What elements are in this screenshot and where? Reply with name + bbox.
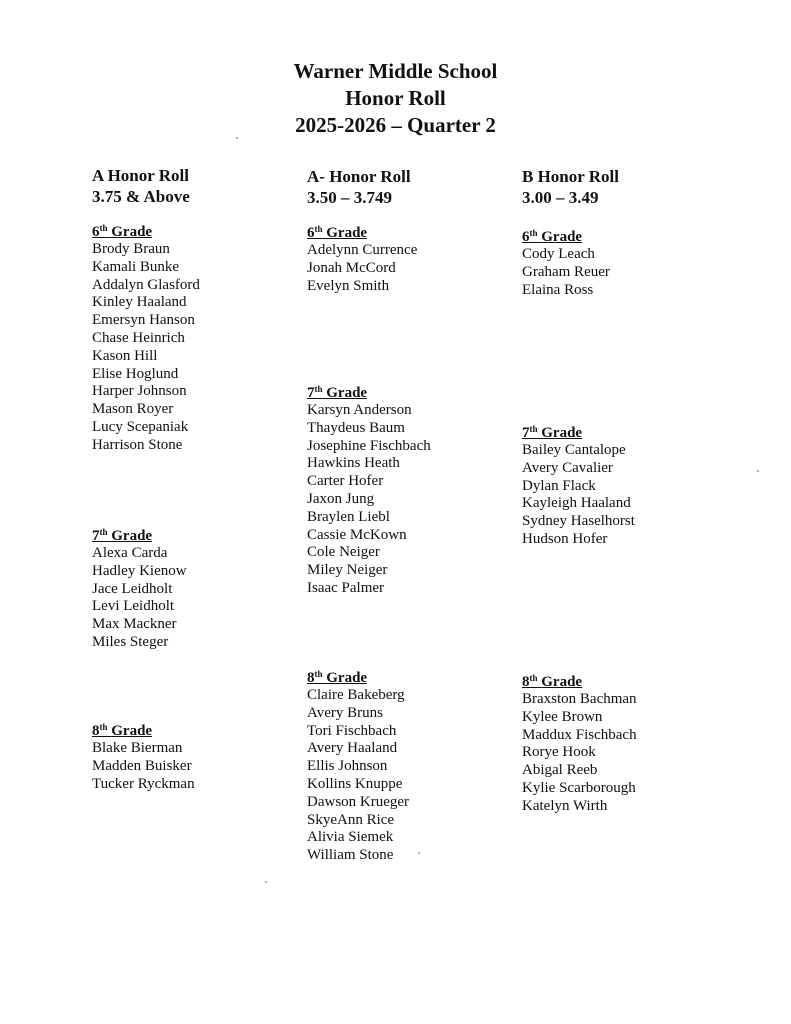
grade-heading: 7th Grade xyxy=(307,384,368,401)
student-list xyxy=(92,241,322,455)
student-name: Cody Leach xyxy=(522,246,595,262)
student-name: Alivia Siemek xyxy=(307,829,394,846)
grade-section-8th xyxy=(522,673,752,816)
student-list xyxy=(92,740,322,793)
student-name: Karsyn Anderson xyxy=(307,402,412,418)
student-name: Miles Steger xyxy=(92,633,169,650)
term-label: 2025-2026 – Quarter 2 xyxy=(295,113,496,137)
document-title xyxy=(0,58,791,139)
scan-speck xyxy=(418,852,420,854)
student-name: Tucker Ryckman xyxy=(92,775,195,792)
student-name: Kylee Brown xyxy=(522,708,603,725)
student-name: Blake Bierman xyxy=(92,740,183,756)
grade-heading: 6th Grade xyxy=(307,224,368,241)
column-gpa-range: 3.75 & Above xyxy=(92,187,190,206)
student-name: Mason Royer xyxy=(92,401,174,418)
grade-heading: 6th Grade xyxy=(92,223,153,240)
student-name: Cassie McKown xyxy=(307,526,407,543)
student-name: Emersyn Hanson xyxy=(92,312,195,329)
student-list xyxy=(522,246,752,299)
student-name: Dylan Flack xyxy=(522,477,596,494)
column-a-honor-roll xyxy=(92,165,322,792)
grade-section-6th xyxy=(522,228,752,299)
student-name: Jonah McCord xyxy=(307,259,396,276)
student-name: Tori Fischbach xyxy=(307,722,397,739)
student-name: Ellis Johnson xyxy=(307,758,388,775)
student-name: Hawkins Heath xyxy=(307,455,400,472)
student-name: Addalyn Glasford xyxy=(92,276,200,293)
grade-section-8th xyxy=(92,722,322,793)
student-name: Maddux Fischbach xyxy=(522,726,637,743)
student-name: Miley Neiger xyxy=(307,562,388,579)
student-name: Avery Haaland xyxy=(307,740,398,757)
grade-heading: 8th Grade xyxy=(307,669,368,686)
grade-heading: 7th Grade xyxy=(522,424,583,441)
student-name: Max Mackner xyxy=(92,616,177,633)
student-name: Chase Heinrich xyxy=(92,329,185,346)
student-name: Bailey Cantalope xyxy=(522,442,626,458)
grade-section-7th xyxy=(92,527,322,652)
student-name: Hadley Kienow xyxy=(92,562,187,579)
grade-section-6th xyxy=(307,224,537,295)
student-name: Braylen Liebl xyxy=(307,508,390,525)
scan-speck xyxy=(265,881,267,883)
student-name: Brody Braun xyxy=(92,241,170,257)
student-list xyxy=(307,687,537,865)
student-name: Harper Johnson xyxy=(92,383,187,400)
grade-heading: 8th Grade xyxy=(522,673,583,690)
column-a-minus-honor-roll xyxy=(307,166,537,864)
student-name: Kayleigh Haaland xyxy=(522,495,631,512)
student-name: Kollins Knuppe xyxy=(307,775,403,792)
student-name: Rorye Hook xyxy=(522,744,596,761)
student-name: SkyeAnn Rice xyxy=(307,811,395,828)
student-list xyxy=(92,545,322,652)
student-name: Thaydeus Baum xyxy=(307,419,405,436)
grade-section-7th xyxy=(522,424,752,549)
column-gpa-range: 3.50 – 3.749 xyxy=(307,188,392,207)
student-name: Graham Reuer xyxy=(522,263,610,280)
column-gpa-range: 3.00 – 3.49 xyxy=(522,188,599,207)
scan-speck xyxy=(757,470,759,472)
student-name: Alexa Carda xyxy=(92,545,168,561)
student-name: Avery Bruns xyxy=(307,704,383,721)
grade-heading: 7th Grade xyxy=(92,527,153,544)
student-name: Harrison Stone xyxy=(92,436,183,453)
column-heading: A- Honor Roll xyxy=(307,167,411,186)
student-name: Evelyn Smith xyxy=(307,277,390,294)
student-name: Adelynn Currence xyxy=(307,242,418,258)
student-name: Kinley Haaland xyxy=(92,294,187,311)
student-name: Elaina Ross xyxy=(522,281,594,298)
student-list xyxy=(522,691,752,816)
grade-section-6th xyxy=(92,223,322,455)
student-name: Lucy Scepaniak xyxy=(92,418,189,435)
student-list xyxy=(307,242,537,295)
student-name: Kamali Bunke xyxy=(92,258,180,275)
student-name: Madden Buisker xyxy=(92,757,192,774)
student-name: Elise Hoglund xyxy=(92,365,179,382)
student-name: Claire Bakeberg xyxy=(307,687,405,703)
student-name: Josephine Fischbach xyxy=(307,437,431,454)
student-list xyxy=(307,402,537,598)
student-name: Kason Hill xyxy=(92,347,158,364)
student-name: Katelyn Wirth xyxy=(522,797,608,814)
student-name: Isaac Palmer xyxy=(307,579,385,596)
grade-section-8th xyxy=(307,669,537,865)
column-b-honor-roll xyxy=(522,166,752,814)
grade-heading: 6th Grade xyxy=(522,228,583,245)
student-name: Sydney Haselhorst xyxy=(522,513,635,530)
student-name: Jaxon Jung xyxy=(307,490,375,507)
honor-roll-title: Honor Roll xyxy=(345,86,446,110)
student-name: Avery Cavalier xyxy=(522,459,613,476)
student-name: Cole Neiger xyxy=(307,544,380,561)
column-heading: B Honor Roll xyxy=(522,167,619,186)
student-name: Dawson Krueger xyxy=(307,793,410,810)
student-list xyxy=(522,442,752,549)
student-name: Kylie Scarborough xyxy=(522,779,636,796)
student-name: Levi Leidholt xyxy=(92,598,175,615)
student-name: William Stone xyxy=(307,847,394,864)
scan-speck xyxy=(236,137,238,139)
school-name: Warner Middle School xyxy=(293,59,498,83)
student-name: Braxston Bachman xyxy=(522,691,637,707)
grade-section-7th xyxy=(307,384,537,598)
student-name: Carter Hofer xyxy=(307,473,384,490)
grade-heading: 8th Grade xyxy=(92,722,153,739)
student-name: Hudson Hofer xyxy=(522,530,608,547)
student-name: Jace Leidholt xyxy=(92,580,173,597)
column-heading: A Honor Roll xyxy=(92,166,189,185)
student-name: Abigal Reeb xyxy=(522,762,598,779)
